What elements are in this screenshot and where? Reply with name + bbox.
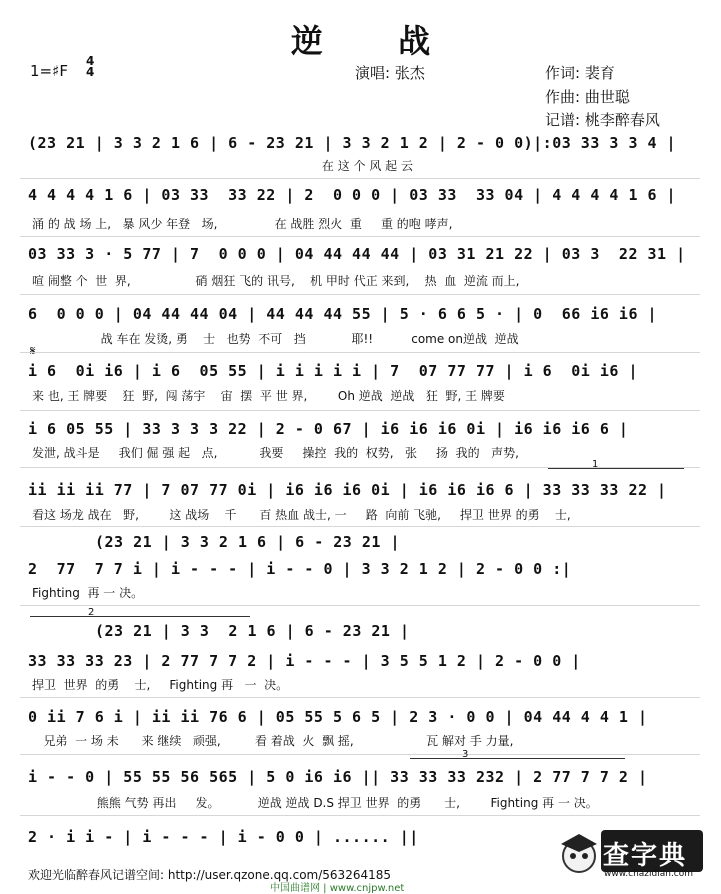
staff-line: ii ii ii 77 | 7 07 77 0i | i6 i6 i6 0i | i6 i6 i6 6 | 33 33 33 22 | [28,481,667,499]
volta-number: 1 [592,459,599,470]
row-divider [20,410,700,411]
lyric-line: 看这 场龙 战在 野, 这 战场 千 百 热血 战士, 一 路 向前 飞驰, 捍卫 世界 的勇 士, [32,508,571,522]
staff-line: 03 33 3 · 5 77 | 7 0 0 0 | 04 44 44 44 | 03 31 21 22 | 03 3 22 31 | [28,245,686,263]
footer-welcome: 欢迎光临醉春风记谱空间: http://user.qzone.qq.com/563264185 [28,868,392,882]
intro-reprise: (23 21 | 3 3 2 1 6 | 6 - 23 21 | [95,622,410,640]
composer-credit: 作曲: 曲世聪 [545,88,630,106]
row-divider [20,754,700,755]
lyric-line: 在 这 个 风 起 云 [32,159,413,173]
time-signature-top: 4 [86,54,95,68]
staff-line: (23 21 | 3 3 2 1 6 | 6 - 23 21 | 3 3 2 1 2 | 2 - 0 0)|:03 33 3 3 4 | [28,134,677,152]
staff-line: 2 · i i - | i - - - | i - 0 0 | ...... || [28,828,419,846]
row-divider [20,605,700,606]
volta-number: 2 [88,607,95,618]
logo-text: 查字典 [603,841,688,871]
lyric-line: 来 也, 王 牌要 狂 野, 闯 荡宇 宙 摆 平 世 界, Oh 逆战 逆战 狂 野, 王 牌要 [32,389,505,403]
lyric-line: 捍卫 世界 的勇 士, Fighting 再 一 决。 [32,678,289,692]
key-signature: 1=♯F [30,62,68,80]
row-divider [20,236,700,237]
intro-reprise: (23 21 | 3 3 2 1 6 | 6 - 23 21 | [95,533,400,551]
staff-line: 6 0 0 0 | 04 44 44 04 | 44 44 44 55 | 5 · 6 6 5 · | 0 66 i6 i6 | [28,305,658,323]
lyric-line: 兄弟 一 场 未 来 继续 顽强, 看 着战 火 飘 摇, 瓦 解对 手 力量, [32,734,514,748]
transcriber-credit: 记谱: 桃李醉春风 [545,111,660,129]
staff-line: 33 33 33 23 | 2 77 7 7 2 | i - - - | 3 5 5 1 2 | 2 - 0 0 | [28,652,581,670]
staff-line: i - - 0 | 55 55 56 565 | 5 0 i6 i6 || 33 33 33 232 | 2 77 7 7 2 | [28,768,648,786]
singer-credit: 演唱: 张杰 [355,64,425,82]
time-signature-bottom: 4 [86,65,95,79]
lyric-line: 发泄, 战斗是 我们 倔 强 起 点, 我要 操控 我的 权势, 张 扬 我的 声势, [32,446,519,460]
lyric-line: 战 车在 发烫, 勇 士 也势 不可 挡 耶!! come on逆战 逆战 [32,332,519,346]
staff-line: i 6 0i i6 | i 6 05 55 | i i i i i | 7 07 77 77 | i 6 0i i6 | [28,362,638,380]
volta-bracket [30,616,250,617]
staff-line: 4 4 4 4 1 6 | 03 33 33 22 | 2 0 0 0 | 03 33 33 04 | 4 4 4 4 1 6 | [28,186,677,204]
lyric-line: Fighting 再 一 决。 [32,586,144,600]
staff-line: 2 77 7 7 i | i - - - | i - - 0 | 3 3 2 1 2 | 2 - 0 0 :| [28,560,572,578]
staff-line: i 6 05 55 | 33 3 3 3 22 | 2 - 0 67 | i6 i6 i6 0i | i6 i6 i6 6 | [28,420,629,438]
lyric-line: 喧 闹整 个 世 界, 硝 烟狂 飞的 讯号, 机 甲时 代正 来到, 热 血 逆流 而上, [32,274,520,288]
lyric-line: 熊熊 气势 再出 发。 逆战 逆战 D.S 捍卫 世界 的勇 士, Fighting 再 一 决。 [32,796,598,810]
volta-bracket [410,758,625,759]
lyric-line: 涌 的 战 场 上, 暴 风少 年登 场, 在 战胜 烈火 重 重 的咆 哮声, [32,217,453,231]
row-divider [20,178,700,179]
time-signature [86,56,94,78]
song-title: 逆 战 [290,22,463,60]
staff-line: 0 ii 7 6 i | ii ii 76 6 | 05 55 5 6 5 | 2 3 · 0 0 | 04 44 4 4 1 | [28,708,648,726]
footer-site: 中国曲谱网 | www.cnjpw.net [270,883,405,894]
volta-bracket [548,468,684,469]
lyricist-credit: 作词: 裴育 [545,64,615,82]
row-divider [20,697,700,698]
row-divider [20,526,700,527]
row-divider [20,294,700,295]
row-divider [20,352,700,353]
volta-number: 3 [462,749,469,760]
logo-url: www.chazidian.com [604,869,694,879]
row-divider [20,815,700,816]
